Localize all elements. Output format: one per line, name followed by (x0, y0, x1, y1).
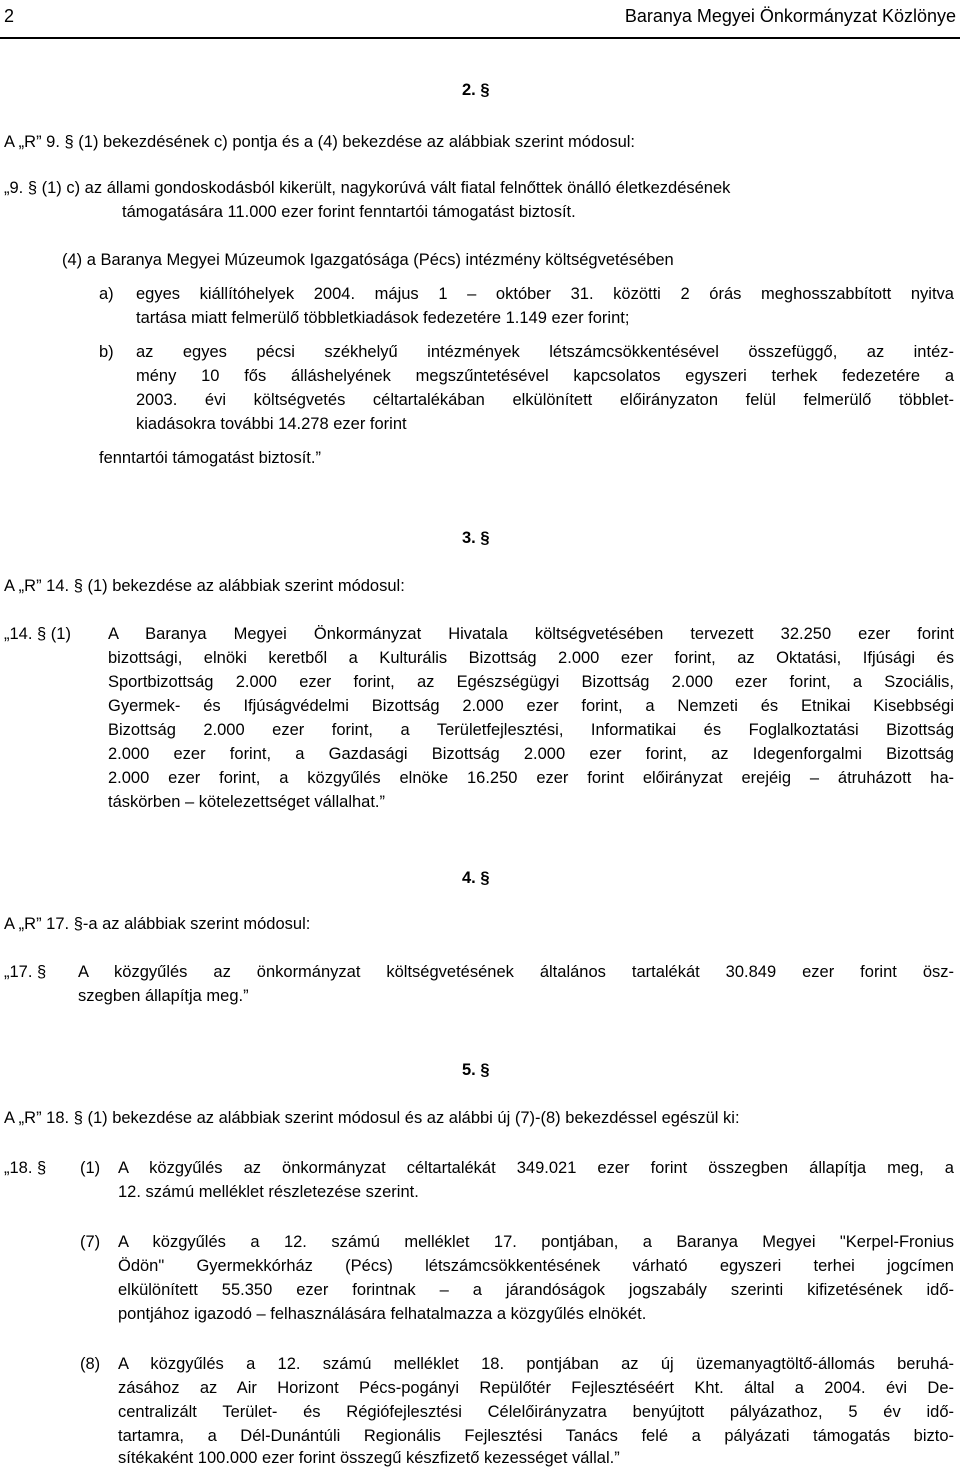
text-line: táskörben – kötelezettséget vállalhat.” (108, 793, 385, 811)
paragraph-lead: „14. § (1) (4, 625, 71, 643)
text-line: szegben állapítja meg.” (78, 987, 249, 1005)
section-intro: A „R” 18. § (1) bekezdése az alábbiak szerint módosul és az alábbi új (7)-(8) bekezdéssel egészül ki: (4, 1109, 740, 1127)
text-line: kiadásokra további 14.278 ezer forint (136, 415, 407, 433)
header-rule (0, 37, 960, 39)
page-number: 2 (4, 6, 15, 26)
text-line: 2003. évi költségvetés céltartalékában elkülönített előirányzaton felül felmerülő többlet- (136, 391, 954, 409)
text-line: fenntartói támogatást biztosít.” (99, 449, 321, 467)
text-line: „9. § (1) c) az állami gondoskodásból kikerült, nagykorúvá vált fiatal felnőttek önálló életkezdésének (4, 179, 731, 197)
text-line: támogatására 11.000 ezer forint fenntartói támogatást biztosít. (122, 203, 576, 221)
text-line: tartása miatt felmerülő többletkiadások fedezetére 1.149 ezer forint; (136, 309, 630, 327)
text-line: tartamra, a Dél-Dunántúli Regionális Fejlesztési Tanács felé a pályázati támogatás bizto- (118, 1427, 954, 1445)
text-line: 2.000 ezer forint, a közgyűlés elnöke 16.250 ezer forint előirányzat erejéig – átruházott ha- (108, 769, 954, 787)
text-line: sítékaként 100.000 ezer forint összegű készfizető kezességet vállal.” (118, 1449, 620, 1467)
text-line: Sportbizottság 2.000 ezer forint, az Egészségügyi Bizottság 2.000 ezer forint, a Szociális, (108, 673, 954, 691)
section-intro: A „R” 17. §-a az alábbiak szerint módosul: (4, 915, 311, 933)
paragraph-number: (7) (80, 1233, 101, 1251)
text-line: A Baranya Megyei Önkormányzat Hivatala költségvetésében tervezett 32.250 ezer forint (108, 625, 954, 643)
section-intro: A „R” 14. § (1) bekezdése az alábbiak szerint módosul: (4, 577, 405, 595)
text-line: egyes kiállítóhelyek 2004. május 1 – október 31. közötti 2 órás meghosszabbított nyitva (136, 285, 954, 303)
text-line: mény 10 fős álláshelyének megszűntetésével kapcsolatos egyszeri terhek fedezetére a (136, 367, 954, 385)
text-line: Ödön" Gyermekkórház (Pécs) létszámcsökkentésének várható egyszeri terhei jogcímen (118, 1257, 954, 1275)
section-heading: 2. § (462, 81, 490, 99)
paragraph-number: (8) (80, 1355, 101, 1373)
text-line: 12. számú melléklet részletezése szerint. (118, 1183, 419, 1201)
text-line: pontjához igazodó – felhasználására felhatalmazza a közgyűlés elnökét. (118, 1305, 647, 1323)
text-line: az egyes pécsi székhelyű intézmények létszámcsökkentésével összefüggő, az intéz- (136, 343, 954, 361)
text-line: A közgyűlés a 12. számú melléklet 17. pontjában, a Baranya Megyei "Kerpel-Fronius (118, 1233, 954, 1251)
text-line: (4) a Baranya Megyei Múzeumok Igazgatósága (Pécs) intézmény költségvetésében (62, 251, 674, 269)
text-line: Gyermek- és Ifjúságvédelmi Bizottság 2.000 ezer forint, a Nemzeti és Etnikai Kisebbségi (108, 697, 954, 715)
section-heading: 4. § (462, 869, 490, 887)
paragraph-lead: „17. § (4, 963, 47, 981)
text-line: bizottsági, elnöki keretből a Kulturális Bizottság 2.000 ezer forint, az Oktatási, Ifjúsági és (108, 649, 954, 667)
text-line: Bizottság 2.000 ezer forint, a Területfejlesztési, Informatikai és Foglalkoztatási Bizottság (108, 721, 954, 739)
text-line: 2.000 ezer forint, a Gazdasági Bizottság 2.000 ezer forint, az Idegenforgalmi Bizottság (108, 745, 954, 763)
text-line: centralizált Terület- és Régiófejlesztési Célelőirányzatra benyújtott pályázathoz, 5 év idő- (118, 1403, 954, 1421)
paragraph-number: (1) (80, 1159, 101, 1177)
text-line: A közgyűlés a 12. számú melléklet 18. pontjában az új üzemanyagtöltő-állomás beruhá- (118, 1355, 954, 1373)
text-line: zásához az Air Horizont Pécs-pogányi Repülőtér Fejlesztéséért Kht. által a 2004. évi De- (118, 1379, 954, 1397)
section-intro: A „R” 9. § (1) bekezdésének c) pontja és a (4) bekezdése az alábbiak szerint módosul: (4, 133, 635, 151)
publication-title: Baranya Megyei Önkormányzat Közlönye (624, 6, 956, 26)
section-heading: 5. § (462, 1061, 490, 1079)
paragraph-lead: „18. § (4, 1159, 47, 1177)
text-line: elkülönített 55.350 ezer forintnak – a járandóságok jogszabály szerinti kifizetésének idő- (118, 1281, 954, 1299)
text-line: A közgyűlés az önkormányzat céltartalékát 349.021 ezer forint összegben állapítja meg, a (118, 1159, 954, 1177)
item-label: a) (99, 285, 114, 303)
item-label: b) (99, 343, 114, 361)
text-line: A közgyűlés az önkormányzat költségvetésének általános tartalékát 30.849 ezer forint ösz- (78, 963, 954, 981)
section-heading: 3. § (462, 529, 490, 547)
